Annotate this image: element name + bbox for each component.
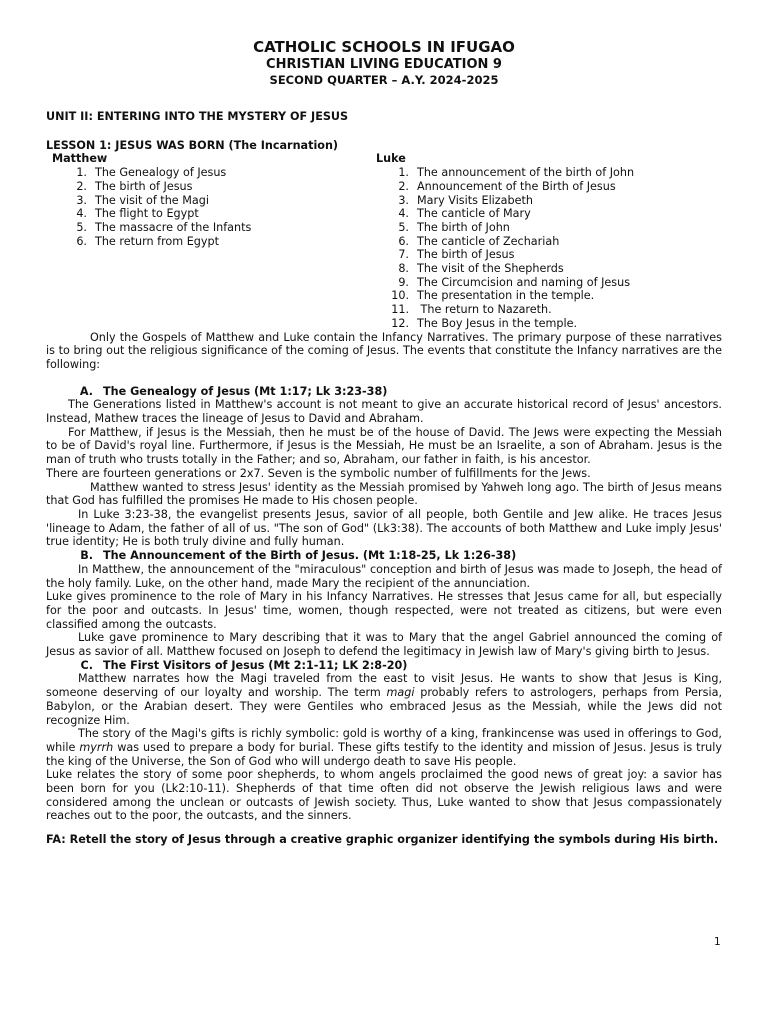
list-item: 8. The visit of the Shepherds xyxy=(398,262,564,276)
list-item: 1. The announcement of the birth of John xyxy=(398,166,635,180)
paragraph: Matthew narrates how the Magi traveled from the east to visit Jesus. He wants to show that Jesus is King, someone deserving of our loyalty and worship. The term magi probably refers to astrologers, perhaps from Persia, Babylon, or the Arabian desert. They were Gentiles who embraced Jesus as the Messiah, while the Jews did not recognize Him. xyxy=(46,672,722,727)
formative-assessment: FA: Retell the story of Jesus through a creative graphic organizer identifying the symbols during His birth. xyxy=(46,833,719,847)
list-item: 2. Announcement of the Birth of Jesus xyxy=(398,179,616,193)
lesson-heading: LESSON 1: JESUS WAS BORN (The Incarnation) xyxy=(46,138,339,152)
unit-heading: UNIT II: ENTERING INTO THE MYSTERY OF JESUS xyxy=(46,110,349,123)
paragraph: The Generations listed in Matthew's account is not meant to give an accurate historical record of Jesus' ancestors. Instead, Mathew traces the lineage of Jesus to David and Abraham. xyxy=(46,398,722,426)
list-item: 1. The Genealogy of Jesus xyxy=(76,166,227,180)
intro-paragraph: Only the Gospels of Matthew and Luke contain the Infancy Narratives. The primary purpose of these narratives is to bring out the religious significance of the coming of Jesus. The events that constitute the Infancy narratives are the following: xyxy=(46,330,722,371)
list-item: 3. Mary Visits Elizabeth xyxy=(398,193,533,207)
paragraph: In Luke 3:23-38, the evangelist presents Jesus, savior of all people, both Gentile and Jew alike. He traces Jesus 'lineage to Adam, the father of all of us. "The son of God" (Lk3:38). The accounts of both Matthew and Luke imply Jesus' true identity; He is both truly divine and fully human. xyxy=(46,507,722,549)
paragraph: In Matthew, the announcement of the "miraculous" conception and birth of Jesus was made to Joseph, the head of the holy family. Luke, on the other hand, made Mary the recipient of the annunciation. xyxy=(46,562,722,590)
paragraph: Luke relates the story of some poor shepherds, to whom angels proclaimed the good news of great joy: a savior has been born for you (Lk2:10-11). Shepherds of that time often did not observe the Jewish religious laws and were considered among the unclean or outcasts of Jewish society. Thus, Luke wanted to show that Jesus compassionately reaches out to the poor, the outcasts, and the sinners. xyxy=(46,768,722,823)
list-item: 10. The presentation in the temple. xyxy=(391,289,595,303)
list-item: 5. The massacre of the Infants xyxy=(76,220,252,234)
document-page xyxy=(46,38,722,847)
luke-column xyxy=(376,152,716,330)
paragraph: For Matthew, if Jesus is the Messiah, then he must be of the house of David. The Jews were expecting the Messiah to be of David's royal line. Furthermore, if Jesus is the Messiah, He must be an Israelite, a son of Abraham. Jesus is the man of truth who trusts totally in the Father; and so, Abraham, our father in faith, is his ancestor. xyxy=(46,425,722,467)
school-title: CATHOLIC SCHOOLS IN IFUGAO xyxy=(253,38,515,56)
list-item: 12. The Boy Jesus in the temple. xyxy=(391,316,578,330)
luke-list xyxy=(376,166,716,330)
matthew-heading: Matthew xyxy=(52,152,108,166)
list-item: 4. The canticle of Mary xyxy=(398,207,531,221)
section-b-heading: B. The Announcement of the Birth of Jesus. (Mt 1:18-25, Lk 1:26-38) xyxy=(80,549,517,563)
list-item: 5. The birth of John xyxy=(398,220,510,234)
list-item: 11. The return to Nazareth. xyxy=(391,303,552,317)
section-c-heading: C. The First Visitors of Jesus (Mt 2:1-11; LK 2:8-20) xyxy=(80,658,408,672)
list-item: 6. The return from Egypt xyxy=(76,234,219,248)
matthew-list xyxy=(52,166,376,248)
page-number: 1 xyxy=(714,936,721,948)
list-item: 2. The birth of Jesus xyxy=(76,179,193,193)
paragraph: Luke gives prominence to the role of Mary in his Infancy Narratives. He stresses that Jesus came for all, but especially for the poor and outcasts. In Jesus' time, women, though respected, were not treated as citizens, but were even classified among the outcasts. xyxy=(46,590,722,631)
list-item: 4. The flight to Egypt xyxy=(76,207,199,221)
section-a-heading: A. The Genealogy of Jesus (Mt 1:17; Lk 3:23-38) xyxy=(79,384,388,398)
list-item: 9. The Circumcision and naming of Jesus xyxy=(398,275,631,289)
list-item: 3. The visit of the Magi xyxy=(76,193,209,207)
paragraph: Matthew wanted to stress Jesus' identity as the Messiah promised by Yahweh long ago. The birth of Jesus means that God has fulfilled the promises He made to His chosen people. xyxy=(46,480,722,508)
luke-heading: Luke xyxy=(376,152,406,166)
paragraph: Luke gave prominence to Mary describing that it was to Mary that the angel Gabriel announced the coming of Jesus as savior of all. Matthew focused on Joseph to defend the legitimacy in Jewish law of Mary's giving birth to Jesus. xyxy=(46,631,722,659)
term-title: SECOND QUARTER – A.Y. 2024-2025 xyxy=(269,73,499,87)
list-item: 7. The birth of Jesus xyxy=(398,248,515,262)
narrative-columns xyxy=(46,152,722,330)
course-title: CHRISTIAN LIVING EDUCATION 9 xyxy=(266,57,502,72)
paragraph: The story of the Magi's gifts is richly symbolic: gold is worthy of a king, frankincense was used in offerings to God, while myrrh was used to prepare a body for burial. These gifts testify to the identity and mission of Jesus. Jesus is truly the king of the Universe, the Son of God who will undergo death to save His people. xyxy=(46,727,722,768)
list-item: 6. The canticle of Zechariah xyxy=(398,234,560,248)
matthew-column xyxy=(46,152,376,330)
paragraph: There are fourteen generations or 2x7. Seven is the symbolic number of fulfillments for the Jews. xyxy=(46,466,591,480)
